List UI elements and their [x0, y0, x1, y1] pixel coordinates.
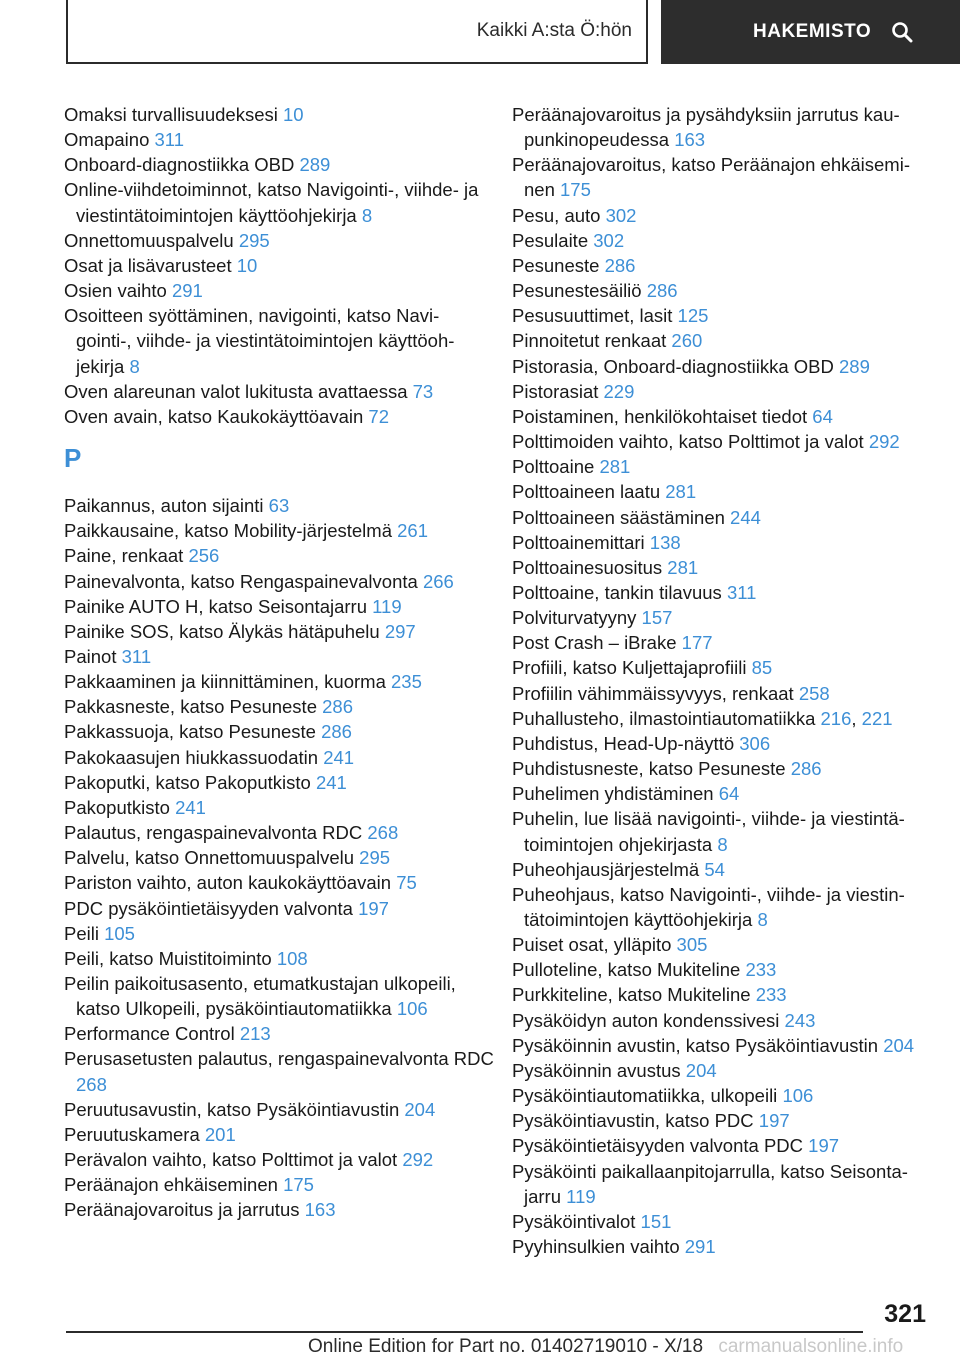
entry-text: Pesulaite [512, 229, 589, 251]
index-entry [64, 820, 494, 845]
index-entry [64, 971, 494, 1021]
entry-text: Paikannus, auton sijainti [64, 495, 264, 517]
page-link[interactable]: 8 [717, 833, 728, 855]
index-entry [512, 932, 937, 957]
index-entry [512, 228, 937, 253]
index-entry [64, 619, 494, 644]
index-entry [512, 454, 937, 479]
index-entry [64, 845, 494, 870]
index-entry [512, 580, 937, 605]
page-link[interactable]: 64 [718, 783, 740, 805]
entry-text: Performance Control [64, 1023, 235, 1045]
page-link[interactable]: 177 [681, 632, 713, 654]
page-link[interactable]: 201 [204, 1123, 236, 1145]
index-label: HAKEMISTO [753, 21, 872, 42]
index-entry [512, 806, 937, 856]
page-link[interactable]: 266 [422, 570, 454, 592]
page-link[interactable]: 289 [839, 355, 870, 377]
section-letter-p: P [64, 443, 82, 474]
page-link[interactable]: 75 [396, 872, 417, 894]
index-entry [64, 228, 494, 253]
entry-text: Puheohjausjärjestelmä [512, 858, 700, 880]
page-link[interactable]: 72 [368, 405, 389, 427]
entry-text: Polttimoiden vaihto, katso Polttimot ja valot [512, 431, 864, 453]
entry-text: Omapaino [64, 129, 150, 151]
index-button[interactable] [661, 0, 960, 64]
section-title: Kaikki A:sta Ö:hön [476, 20, 632, 41]
page-link[interactable]: 125 [677, 305, 709, 327]
entry-text: Peili, katso Muistitoiminto [64, 947, 272, 969]
section-tab[interactable] [66, 0, 648, 64]
index-entry [64, 795, 494, 820]
page-link[interactable]: 305 [676, 934, 708, 956]
page-link[interactable]: 197 [358, 897, 389, 919]
page-link[interactable]: 292 [402, 1149, 434, 1171]
page-link[interactable]: 260 [671, 330, 703, 352]
entry-text: Pistorasiat [512, 380, 599, 402]
index-entry [512, 681, 937, 706]
index-entry [512, 1083, 937, 1108]
page-link[interactable]: 108 [276, 947, 308, 969]
index-entry [64, 921, 494, 946]
index-entry: Puhallusteho, ilmastointiautomatiikka 216, 221 [512, 707, 893, 729]
entry-text: Perävalon vaihto, katso Polttimot ja valot [64, 1149, 398, 1171]
index-entry [64, 543, 494, 568]
index-entry [64, 1147, 494, 1172]
entry-text: Omaksi turvallisuudeksesi [64, 104, 278, 125]
index-entry [512, 354, 937, 379]
entry-text: Puhdistusneste, katso Pesuneste [512, 758, 786, 780]
page-link[interactable]: 311 [726, 581, 757, 603]
entry-text: Oven avain, katso Kaukokäyttöavain [64, 405, 364, 427]
page-link[interactable]: 292 [868, 431, 900, 453]
index-entry [64, 1172, 494, 1197]
entry-text: Peruutusavustin, katso Pysäköintiavustin [64, 1098, 400, 1120]
entry-text: Pakkaaminen ja kiinnittäminen, kuorma [64, 671, 386, 693]
entry-text: Pulloteline, katso Mukiteline [512, 959, 741, 981]
entry-text: Post Crash – iBrake [512, 632, 677, 654]
page-link[interactable]: 302 [605, 204, 637, 226]
page-link[interactable]: 63 [268, 495, 290, 517]
entry-text: Polviturvatyyny [512, 607, 637, 629]
index-entry [512, 630, 937, 655]
entry-text: Puiset osat, ylläpito [512, 934, 672, 956]
entry-text: Pysäköintiavustin, katso PDC [512, 1110, 754, 1132]
page-link[interactable]: 302 [593, 229, 625, 251]
index-entry [512, 379, 937, 404]
entry-text: Polttoaine [512, 456, 595, 478]
index-entry [64, 770, 494, 795]
page-link[interactable]: 8 [129, 355, 140, 377]
entry-text: Puhelimen yhdistäminen [512, 783, 714, 805]
page-link[interactable]: 213 [239, 1023, 271, 1045]
index-entry [512, 429, 937, 454]
index-entry [512, 781, 937, 806]
page-link[interactable]: 106 [396, 998, 428, 1020]
page-link[interactable]: 216 [820, 707, 852, 729]
index-entry [64, 694, 494, 719]
page-link[interactable]: 10 [236, 254, 258, 276]
page-link[interactable]: 233 [745, 959, 777, 981]
page-link[interactable]: 241 [315, 771, 347, 793]
page-link[interactable]: 8 [757, 909, 768, 930]
page-link[interactable]: 105 [104, 922, 135, 944]
index-entry [64, 1122, 494, 1147]
entry-text: Pyyhinsulkien vaihto [512, 1236, 680, 1258]
page-link[interactable]: 268 [76, 1073, 107, 1095]
entry-text: Puhdistus, Head-Up-näyttö [512, 732, 735, 754]
page-link[interactable]: 286 [322, 696, 353, 718]
entry-text: Pakoputki, katso Pakoputkisto [64, 771, 311, 793]
entry-text: Pysäköintivalot [512, 1210, 636, 1232]
entry-text: Pakokaasujen hiukkassuodatin [64, 746, 319, 768]
index-entry [64, 1046, 494, 1096]
entry-text: Peräänajovaroitus ja pysähdyksiin jarrutus kau‐ punkinopeudessa [512, 104, 900, 151]
page-link[interactable]: 73 [412, 380, 434, 402]
entry-text: Peräänajovaroitus, katso Peräänajon ehkäisemi‐ nen [512, 154, 910, 201]
entry-text: Pariston vaihto, auton kaukokäyttöavain [64, 872, 392, 894]
page-link[interactable]: 241 [323, 746, 355, 768]
entry-text: Online-viihdetoiminnot, katso Navigointi-, viihde- ja viestintätoimintojen käyttöohjekirja [64, 179, 479, 226]
page-link[interactable]: 157 [641, 607, 673, 629]
entry-text: Onboard-diagnostiikka OBD [64, 154, 295, 176]
entry-text: Pysäköinti paikallaanpitojarrulla, katso Seisonta‐ jarru [512, 1160, 908, 1207]
entry-text: Pistorasia, Onboard-diagnostiikka OBD [512, 355, 834, 377]
page-link[interactable]: 289 [299, 154, 331, 176]
index-entry [512, 102, 937, 152]
entry-text: Pysäköintiautomatiikka, ulkopeili [512, 1085, 778, 1107]
search-icon[interactable] [891, 21, 913, 43]
page-link[interactable]: 119 [372, 595, 402, 617]
entry-text: Paikkausaine, katso Mobility-järjestelmä [64, 520, 392, 542]
index-entry [512, 655, 937, 680]
index-entry [512, 957, 937, 982]
index-entry [512, 1108, 937, 1133]
page-link[interactable]: 197 [808, 1135, 840, 1157]
index-entry [512, 479, 937, 504]
index-entry [512, 1058, 937, 1083]
page-link[interactable]: 256 [188, 545, 220, 567]
entry-text: Palautus, rengaspainevalvonta RDC [64, 822, 363, 844]
index-entry [64, 594, 494, 619]
page-link[interactable]: 243 [784, 1009, 816, 1031]
page-link[interactable]: 291 [684, 1236, 716, 1258]
entry-text: Pakoputkisto [64, 796, 170, 818]
index-entry [64, 569, 494, 594]
watermark-text: carmanualsonline.info [718, 1336, 904, 1357]
entry-text: Pesuneste [512, 254, 600, 276]
entry-text: Onnettomuuspalvelu [64, 229, 234, 251]
page-link[interactable]: 197 [758, 1110, 790, 1132]
index-entry [512, 1008, 937, 1033]
index-entry [64, 127, 494, 152]
index-list-p-continued [512, 102, 937, 1259]
footer-divider [66, 1331, 863, 1333]
page-link[interactable]: 204 [685, 1059, 717, 1081]
entry-text: Pysäköintietäisyyden valvonta PDC [512, 1135, 804, 1157]
entry-text: Poistaminen, henkilökohtaiset tiedot [512, 405, 808, 427]
page-link[interactable]: 295 [359, 847, 391, 869]
index-entry [64, 278, 494, 303]
page-link[interactable]: 286 [790, 758, 822, 780]
entry-text: Peräänajon ehkäiseminen [64, 1174, 278, 1196]
entry-text: Pakkasneste, katso Pesuneste [64, 696, 317, 718]
page-link[interactable]: 138 [649, 531, 681, 553]
entry-text: Polttoaineen laatu [512, 481, 661, 503]
page-link[interactable]: 233 [755, 984, 787, 1006]
entry-text: Pysäköidyn auton kondenssivesi [512, 1009, 780, 1031]
entry-text: Osien vaihto [64, 280, 167, 302]
page-link[interactable]: 10 [283, 104, 304, 125]
page-number: 321 [884, 1300, 926, 1328]
entry-text: Pysäköinnin avustus [512, 1059, 681, 1081]
index-entry [64, 253, 494, 278]
page-link[interactable]: 311 [154, 129, 184, 151]
page-link[interactable]: 54 [704, 858, 725, 880]
page-link[interactable]: 281 [599, 456, 631, 478]
page-link[interactable]: 8 [361, 204, 373, 226]
page-link[interactable]: 235 [391, 671, 422, 693]
index-entry [512, 731, 937, 756]
entry-text: Peilin paikoitusasento, etumatkustajan ulkopeili, katso Ulkopeili, pysäköintiautomatiikka [64, 973, 456, 1020]
index-entry [64, 303, 494, 378]
page-link[interactable]: 286 [321, 721, 352, 743]
index-entry [64, 1021, 494, 1046]
entry-text: Puhallusteho, ilmastointiautomatiikka [512, 707, 816, 729]
page-link[interactable]: 291 [171, 280, 203, 302]
entry-text: Pesunestesäiliö [512, 280, 642, 302]
index-entry [512, 555, 937, 580]
index-entry [64, 870, 494, 895]
page-link[interactable]: 297 [384, 620, 416, 642]
page-link[interactable]: 229 [603, 380, 635, 402]
entry-text: PDC pysäköintietäisyyden valvonta [64, 897, 353, 919]
page-link[interactable]: 119 [566, 1185, 596, 1207]
entry-text: Peili [64, 922, 99, 944]
index-entry [64, 152, 494, 177]
page-link[interactable]: 258 [798, 682, 830, 704]
entry-text: Puheohjaus, katso Navigointi-, viihde- ja viestin‐ tätoimintojen käyttöohjekirja [512, 883, 905, 930]
index-entry [64, 379, 494, 404]
page-link[interactable]: 281 [665, 481, 697, 503]
entry-text: Palvelu, katso Onnettomuuspalvelu [64, 847, 355, 869]
entry-text: Polttoaine, tankin tilavuus [512, 581, 722, 603]
page-link[interactable]: 175 [283, 1174, 314, 1196]
index-entry [64, 404, 494, 429]
page-link[interactable]: 261 [397, 520, 429, 542]
entry-text: Pesusuuttimet, lasit [512, 305, 673, 327]
index-entry [512, 1209, 937, 1234]
entry-text: Painevalvonta, katso Rengaspainevalvonta [64, 570, 418, 592]
index-entry [64, 719, 494, 744]
page-link[interactable]: 221 [861, 707, 893, 729]
page-link[interactable]: 311 [121, 645, 152, 667]
page-link[interactable]: 306 [739, 732, 771, 754]
entry-text: Paine, renkaat [64, 545, 184, 567]
page-link[interactable]: 244 [730, 506, 761, 528]
page-link[interactable]: 106 [782, 1085, 814, 1107]
entry-text: Polttoaineen säästäminen [512, 506, 725, 528]
index-entry [512, 152, 937, 202]
index-entry [512, 303, 937, 328]
page-link[interactable]: 151 [640, 1210, 672, 1232]
page-link[interactable]: 281 [667, 556, 699, 578]
entry-text: Pakkassuoja, katso Pesuneste [64, 721, 316, 743]
index-list-o [64, 102, 494, 429]
page-link[interactable]: 286 [646, 280, 678, 302]
page-link[interactable]: 241 [175, 796, 206, 818]
index-entry [512, 1234, 937, 1259]
index-entry [64, 745, 494, 770]
index-entry [512, 756, 937, 781]
index-entry [512, 505, 937, 530]
page-link[interactable]: 204 [883, 1034, 915, 1056]
entry-text: Painike AUTO H, katso Seisontajarru [64, 595, 367, 617]
entry-text: Pesu, auto [512, 204, 601, 226]
index-entry [64, 644, 494, 669]
page-link[interactable]: 295 [238, 229, 270, 251]
page-link[interactable]: 163 [304, 1199, 336, 1221]
index-column-right [512, 102, 937, 1259]
entry-text: Peruutuskamera [64, 1123, 200, 1145]
entry-text: Pysäköinnin avustin, katso Pysäköintiavustin [512, 1034, 879, 1056]
index-entry [64, 946, 494, 971]
entry-text: Oven alareunan valot lukitusta avattaessa [64, 380, 408, 402]
entry-text: Profiili, katso Kuljettajaprofiili [512, 657, 747, 679]
index-entry [64, 1197, 494, 1222]
index-entry [512, 203, 937, 228]
index-entry [512, 857, 937, 882]
index-entry [512, 404, 937, 429]
index-column-left [64, 102, 494, 1223]
index-entry [64, 1097, 494, 1122]
entry-text: Peräänajovaroitus ja jarrutus [64, 1199, 300, 1221]
page-link[interactable]: 175 [560, 179, 591, 201]
index-entry [64, 177, 494, 227]
edition-text: Online Edition for Part no. 01402719010 - X/18 [308, 1336, 704, 1357]
entry-text: Osoitteen syöttäminen, navigointi, katso Navi‐ gointi-, viihde- ja viestintätoimintojen käyttöoh‐ jekirja [64, 305, 455, 377]
entry-text: Polttoainesuositus [512, 556, 663, 578]
index-entry [512, 1133, 937, 1158]
index-entry [512, 1033, 937, 1058]
page-link[interactable]: 204 [404, 1098, 436, 1120]
index-entry [512, 982, 937, 1007]
footer-edition [308, 1336, 960, 1358]
page-link[interactable]: 64 [812, 405, 833, 427]
page-link[interactable]: 286 [604, 254, 636, 276]
entry-text: Painike SOS, katso Älykäs hätäpuhelu [64, 620, 380, 642]
index-entry [64, 102, 494, 127]
page-link[interactable]: 163 [674, 129, 706, 151]
index-entry [512, 278, 937, 303]
entry-text: Purkkiteline, katso Mukiteline [512, 984, 751, 1006]
entry-text: Polttoainemittari [512, 531, 645, 553]
page-link[interactable]: 268 [367, 822, 399, 844]
entry-text: Osat ja lisävarusteet [64, 254, 232, 276]
entry-text: Pinnoitetut renkaat [512, 330, 667, 352]
index-entry [512, 605, 937, 630]
index-entry [512, 530, 937, 555]
index-entry [64, 518, 494, 543]
entry-text: Perusasetusten palautus, rengaspainevalvonta RDC [64, 1048, 494, 1070]
index-entry [64, 896, 494, 921]
index-entry [512, 328, 937, 353]
entry-text: Profiilin vähimmäissyvyys, renkaat [512, 682, 794, 704]
index-list-p [64, 493, 494, 1223]
entry-text: Puhelin, lue lisää navigointi-, viihde- ja viestintä‐ toimintojen ohjekirjasta [512, 808, 905, 855]
page-link[interactable]: 85 [751, 657, 773, 679]
index-entry [512, 1159, 937, 1209]
index-entry [64, 669, 494, 694]
index-entry [512, 882, 937, 932]
index-entry [64, 493, 494, 518]
entry-text: Painot [64, 645, 117, 667]
index-entry [512, 253, 937, 278]
